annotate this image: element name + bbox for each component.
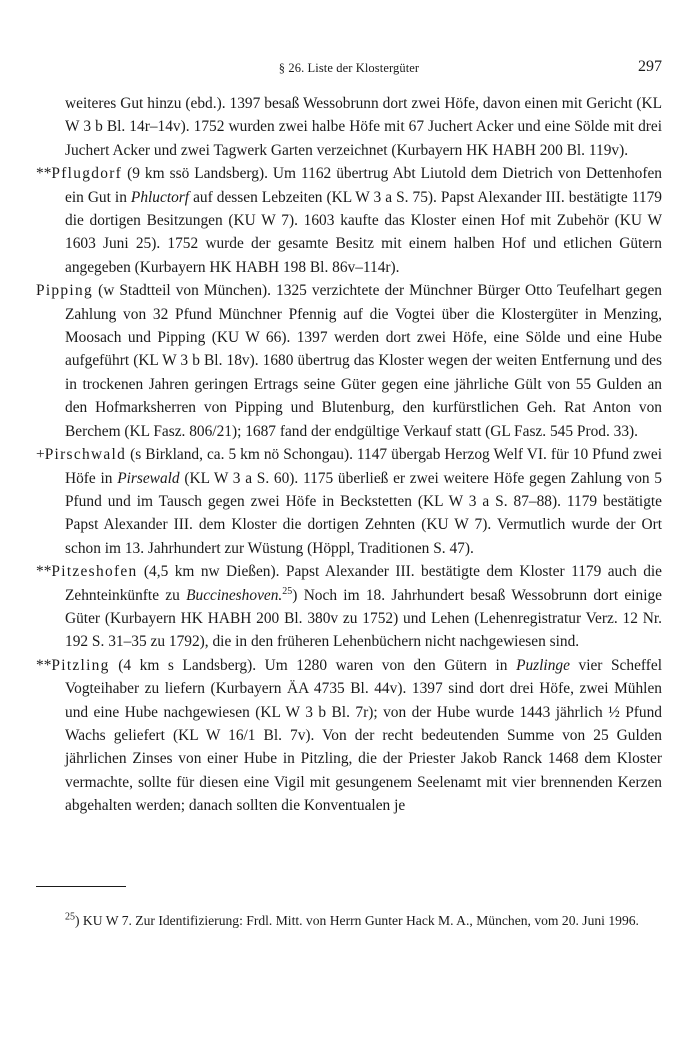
body-text bbox=[36, 92, 662, 818]
footnote-reference[interactable]: 25 bbox=[282, 585, 293, 597]
entry-text: (s Birkland, ca. 5 km nö Schongau). 1147 übergab Herzog Welf VI. für 10 Pfund zwei Höfe in bbox=[65, 446, 662, 487]
entry-marker: ** bbox=[36, 656, 52, 674]
entry-lemma: Pitzeshofen bbox=[51, 563, 138, 581]
entry-pflugdorf bbox=[36, 162, 662, 279]
entry-historic-name: Pirsewald bbox=[117, 469, 180, 487]
entry-historic-name: Phluctorf bbox=[130, 188, 190, 206]
footnote-number: 25 bbox=[65, 911, 75, 923]
entry-continuation: weiteres Gut hinzu (ebd.). 1397 besaß Wessobrunn dort zwei Höfe, davon einen mit Gericht (KL W 3 b Bl. 14r–14v). 1752 wurden zwei halbe Höfe mit 67 Juchert Acker und eine Sölde mit drei Juchert Acker und zwei Tagwerk Garten verzeichnet (Kurbayern HK HABH 200 Bl. 119v). bbox=[65, 95, 662, 159]
entry-lemma: Pipping bbox=[36, 282, 93, 300]
entry-text: (KL W 3 a S. 60). 1175 überließ er zwei weitere Höfe gegen Zahlung von 5 Pfund und im Tausch gegen zwei Höfe in Beckstetten (KL W 3 a S. 87–88). 1179 bestätigte Papst Alexander III. dem Kloster die dortigen Zehnten (KU W 7). Vermutlich wurde der Ort schon im 13. Jahrhundert zur Wüstung (Höppl, Traditionen S. 47). bbox=[65, 469, 662, 557]
running-title: § 26. Liste der Klostergüter bbox=[278, 61, 420, 75]
footnote-divider bbox=[36, 886, 126, 887]
entry-text: (w Stadtteil von München). 1325 verzichtete der Münchner Bürger Otto Teufelhart gegen Zahlung von 32 Pfund Münchner Pfennig auf die Vogtei über die Klostergüter in Menzing, Moosach und Pipping (KU W 66). 1397 werden dort zwei Höfe, eine Sölde und eine Hube aufgeführt (KL W 3 b Bl. 18v). 1680 übertrug das Kloster wegen der weiten Entfernung und des in trockenen Jahren geringen Ertrags seine Güter gegen eine jährliche Gült von 55 Gulden an den Hofmarksherren von Pipping und Blutenburg, den kurfürstlichen Geh. Rat Anton von Berchem (KL Fasz. 806/21); 1687 fand der endgültige Verkauf statt (GL Fasz. 545 Prod. 33). bbox=[65, 282, 662, 440]
entry-historic-name: Puzlinge bbox=[516, 656, 570, 674]
entry-text: auf dessen Lebzeiten (KL W 3 a S. 75). Papst Alexander III. bestätigte 1179 die dortigen Besitzungen (KU W 7). 1603 kaufte das Kloster einen Hof mit Zubehör (KU W 1603 Juni 25). 1752 wurde der gesamte Besitz mit einem halben Hof und etlichen Gütern angegeben (Kurbayern HK HABH 198 Bl. 86v–114r). bbox=[65, 188, 662, 276]
entry-lemma: Pitzling bbox=[51, 656, 110, 674]
entry-pitzling bbox=[36, 654, 662, 818]
entry-marker: ** bbox=[36, 563, 52, 581]
entry-pirschwald bbox=[36, 443, 662, 560]
entry-marker: ** bbox=[36, 165, 52, 183]
page-number: 297 bbox=[638, 58, 662, 75]
entry-text: ) Noch im 18. Jahrhundert besaß Wessobrunn dort einige Güter (Kurbayern HK HABH 200 Bl. 380v zu 1752) und Lehen (Lehenregistratur Verz. 12 Nr. 192 S. 31–35 zu 1792), die in den früheren Lehenbüchern nicht nachgewiesen sind. bbox=[65, 586, 663, 651]
entry-text: vier Scheffel Vogteihaber zu liefern (Kurbayern ÄA 4735 Bl. 44v). 1397 sind dort drei Höfe, zwei Mühlen und eine Hube nachgewiesen (KL W 3 b Bl. 7r); von der Hube wurde 1443 jährlich ½ Pfund Wachs geliefert (KL W 16/1 Bl. 7v). Von der recht bedeutenden Summe von 25 Gulden jährlichen Zinses von einer Hube in Pitzling, die der Priester Jakob Ranck 1468 dem Kloster vermachte, sollte für diesen eine Vigil mit gesungenem Seelenamt mit vier brennenden Kerzen abgehalten werden; danach sollten die Konventualen je bbox=[65, 656, 662, 815]
entry-lemma: Pirschwald bbox=[44, 446, 127, 464]
footnote bbox=[36, 910, 662, 931]
running-head bbox=[36, 58, 662, 80]
entry-text: (4,5 km nw Dießen). Papst Alexander III. bestätigte dem Kloster 1179 auch die Zehnteinkünfte zu bbox=[65, 563, 662, 604]
entry-lemma: Pflugdorf bbox=[51, 165, 123, 183]
entry-historic-name: Buccineshoven. bbox=[186, 586, 283, 604]
footnote-text: ) KU W 7. Zur Identifizierung: Frdl. Mitt. von Herrn Gunter Hack M. A., München, vom 20. Juni 1996. bbox=[75, 912, 639, 928]
entry-pipping bbox=[36, 279, 662, 443]
entry-pitzeshofen bbox=[36, 560, 662, 654]
entry-text: (4 km s Landsberg). Um 1280 waren von den Gütern in bbox=[109, 656, 517, 674]
entry-marker: + bbox=[36, 446, 45, 464]
entry-text: (9 km ssö Landsberg). Um 1162 übertrug Abt Liutold dem Dietrich von Dettenhofen ein Gut in bbox=[65, 165, 662, 206]
